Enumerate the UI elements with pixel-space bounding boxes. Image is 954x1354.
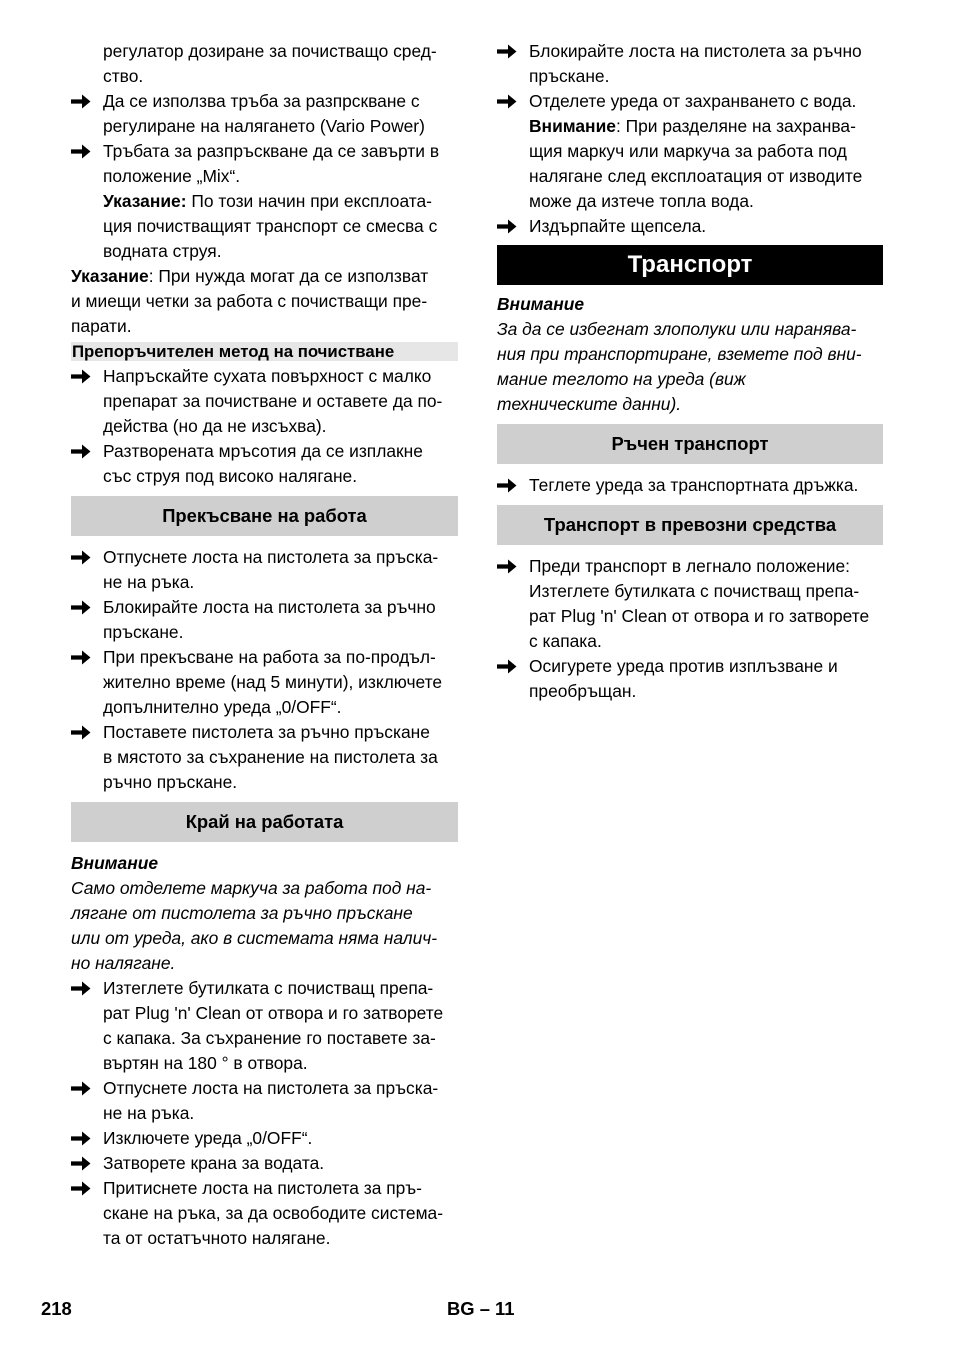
paragraph [71,39,458,89]
arrow-right-icon [71,1181,91,1196]
text-line: Изтеглете бутилката с почистващ препа- [529,581,860,601]
arrow-right-icon [71,1081,91,1096]
subheading: Препоръчителен метод на почистване [71,342,458,361]
text-line: Тръбата за разпръскване да се завърти в [103,141,440,161]
text-line: налягане след експлоатация от изводите [529,166,863,186]
arrow-right-icon [497,219,517,234]
note-line [71,264,458,289]
arrow-right-icon [497,559,517,574]
note-line [529,114,883,139]
arrow-right-icon [71,444,91,459]
text-line: ръчно пръскане. [103,772,238,792]
arrow-right-icon [71,94,91,109]
text-line: не на ръка. [103,1103,195,1123]
warning-label: Внимание [71,853,159,873]
arrow-right-icon [497,44,517,59]
bullet-item [71,1126,458,1151]
text-line: та от остатъчното налягане. [103,1228,331,1248]
bullet-item [497,214,883,239]
note-text: : При нужда могат да се използват [148,266,429,286]
text-line: с капака. За съхранение го поставете за- [103,1028,436,1048]
bullet-item [497,39,883,89]
text-line: Напръскайте сухата повърхност с малко [103,366,432,386]
warning-line: Само отделете маркуча за работа под на- [71,878,432,898]
warning-line: но налягане. [71,953,176,973]
text-line: рат Plug 'n' Clean от отвора и го затворете [103,1003,444,1023]
warning-line: или от уреда, ако в системата няма налич- [71,928,438,948]
text-line: регулатор дозиране за почистващо сред- [103,41,437,61]
note-paragraph [71,264,458,339]
section-heading: Транспорт в превозни средства [497,505,883,545]
section-heading: Край на работата [71,802,458,842]
bullet-item [71,976,458,1076]
text-line: Блокирайте лоста на пистолета за ръчно [103,597,436,617]
text-line: Отпуснете лоста на пистолета за пръска- [103,547,439,567]
note-label: Указание [71,266,149,286]
text-line: Поставете пистолета за ръчно пръскане [103,722,430,742]
bullet-item [71,439,458,489]
text-line: щия маркуч или маркуча за работа под [529,141,847,161]
text-line: Изключете уреда „0/OFF“. [103,1128,313,1148]
text-line: При прекъсване на работа за по-продъл- [103,647,436,667]
bullet-item [71,139,458,264]
text-line: Притиснете лоста на пистолета за пръ- [103,1178,422,1198]
text-line: положение „Mix“. [103,166,241,186]
page-code: BG – 11 [447,1298,515,1319]
text-line: скане на ръка, за да освободите система- [103,1203,444,1223]
chapter-title: Транспорт [497,245,883,285]
right-column [497,39,883,704]
arrow-right-icon [497,478,517,493]
text-line: Отпуснете лоста на пистолета за пръска- [103,1078,439,1098]
arrow-right-icon [71,981,91,996]
note-label: Внимание [529,116,616,136]
bullet-item [71,1151,458,1176]
bullet-item [71,364,458,439]
note-line [103,189,458,214]
arrow-right-icon [497,94,517,109]
text-line: Блокирайте лоста на пистолета за ръчно [529,41,862,61]
text-line: действа (но да не изсъхва). [103,416,327,436]
left-column [71,39,458,1251]
note-label: Указание: [103,191,187,211]
text-line: може да изтече топла вода. [529,191,754,211]
text-line: Затворете крана за водата. [103,1153,325,1173]
bullet-item [71,720,458,795]
warning-block [497,292,883,417]
text-line: в мястото за съхранение на пистолета за [103,747,438,767]
text-line: Да се използва тръба за разпрскване с [103,91,420,111]
text-line: рат Plug 'n' Clean от отвора и го затворете [529,606,870,626]
text-line: въртян на 180 ° в отвора. [103,1053,308,1073]
text-line: допълнително уреда „0/OFF“. [103,697,342,717]
text-line: пръскане. [103,622,184,642]
warning-line: техническите данни). [497,394,682,414]
text-line: Теглете уреда за транспортната дръжка. [529,475,859,495]
text-line: със струя под високо налягане. [103,466,358,486]
warning-line: мание теглото на уреда (виж [497,369,746,389]
text-line: с капака. [529,631,602,651]
bullet-item [71,545,458,595]
arrow-right-icon [71,600,91,615]
page-number: 218 [41,1298,72,1319]
bullet-item [71,645,458,720]
text-line: Осигурете уреда против изплъзване и [529,656,838,676]
text-line: пръскане. [529,66,610,86]
warning-label: Внимание [497,294,585,314]
text-line: Преди транспорт в легнало положение: [529,556,850,576]
bullet-item [71,89,458,139]
text-line: водната струя. [103,241,222,261]
bullet-item [71,1076,458,1126]
warning-line: ния при транспортиране, вземете под вни- [497,344,862,364]
bullet-item [71,595,458,645]
text-line: ство. [103,66,144,86]
note-text: : При разделяне на захранва- [615,116,856,136]
arrow-right-icon [71,550,91,565]
text-line: препарат за почистване и оставете да по- [103,391,443,411]
section-heading: Ръчен транспорт [497,424,883,464]
text-line: преобръщан. [529,681,637,701]
text-line: регулиране на налягането (Vario Power) [103,116,425,136]
text-line: ция почистващият транспорт се смесва с [103,216,438,236]
text-line: не на ръка. [103,572,195,592]
bullet-item [497,473,883,498]
text-line: жително време (над 5 минути), изключете [103,672,443,692]
arrow-right-icon [497,659,517,674]
arrow-right-icon [71,650,91,665]
arrow-right-icon [71,369,91,384]
warning-block [71,851,458,976]
text-line: парати. [71,316,132,336]
bullet-item [71,1176,458,1251]
text-line: Изтеглете бутилката с почистващ препа- [103,978,434,998]
note-text: По този начин при експлоата- [186,191,432,211]
arrow-right-icon [71,1156,91,1171]
bullet-item [497,654,883,704]
arrow-right-icon [71,144,91,159]
warning-line: лягане от пистолета за ръчно пръскане [71,903,413,923]
arrow-right-icon [71,1131,91,1146]
bullet-item [497,89,883,214]
text-line: Издърпайте щепсела. [529,216,707,236]
warning-line: За да се избегнат злополуки или наранява- [497,319,857,339]
bullet-item [497,554,883,654]
section-heading: Прекъсване на работа [71,496,458,536]
text-line: и миещи четки за работа с почистващи пре- [71,291,428,311]
arrow-right-icon [71,725,91,740]
text-line: Отделете уреда от захранването с вода. [529,91,857,111]
text-line: Разтворената мръсотия да се изплакне [103,441,423,461]
